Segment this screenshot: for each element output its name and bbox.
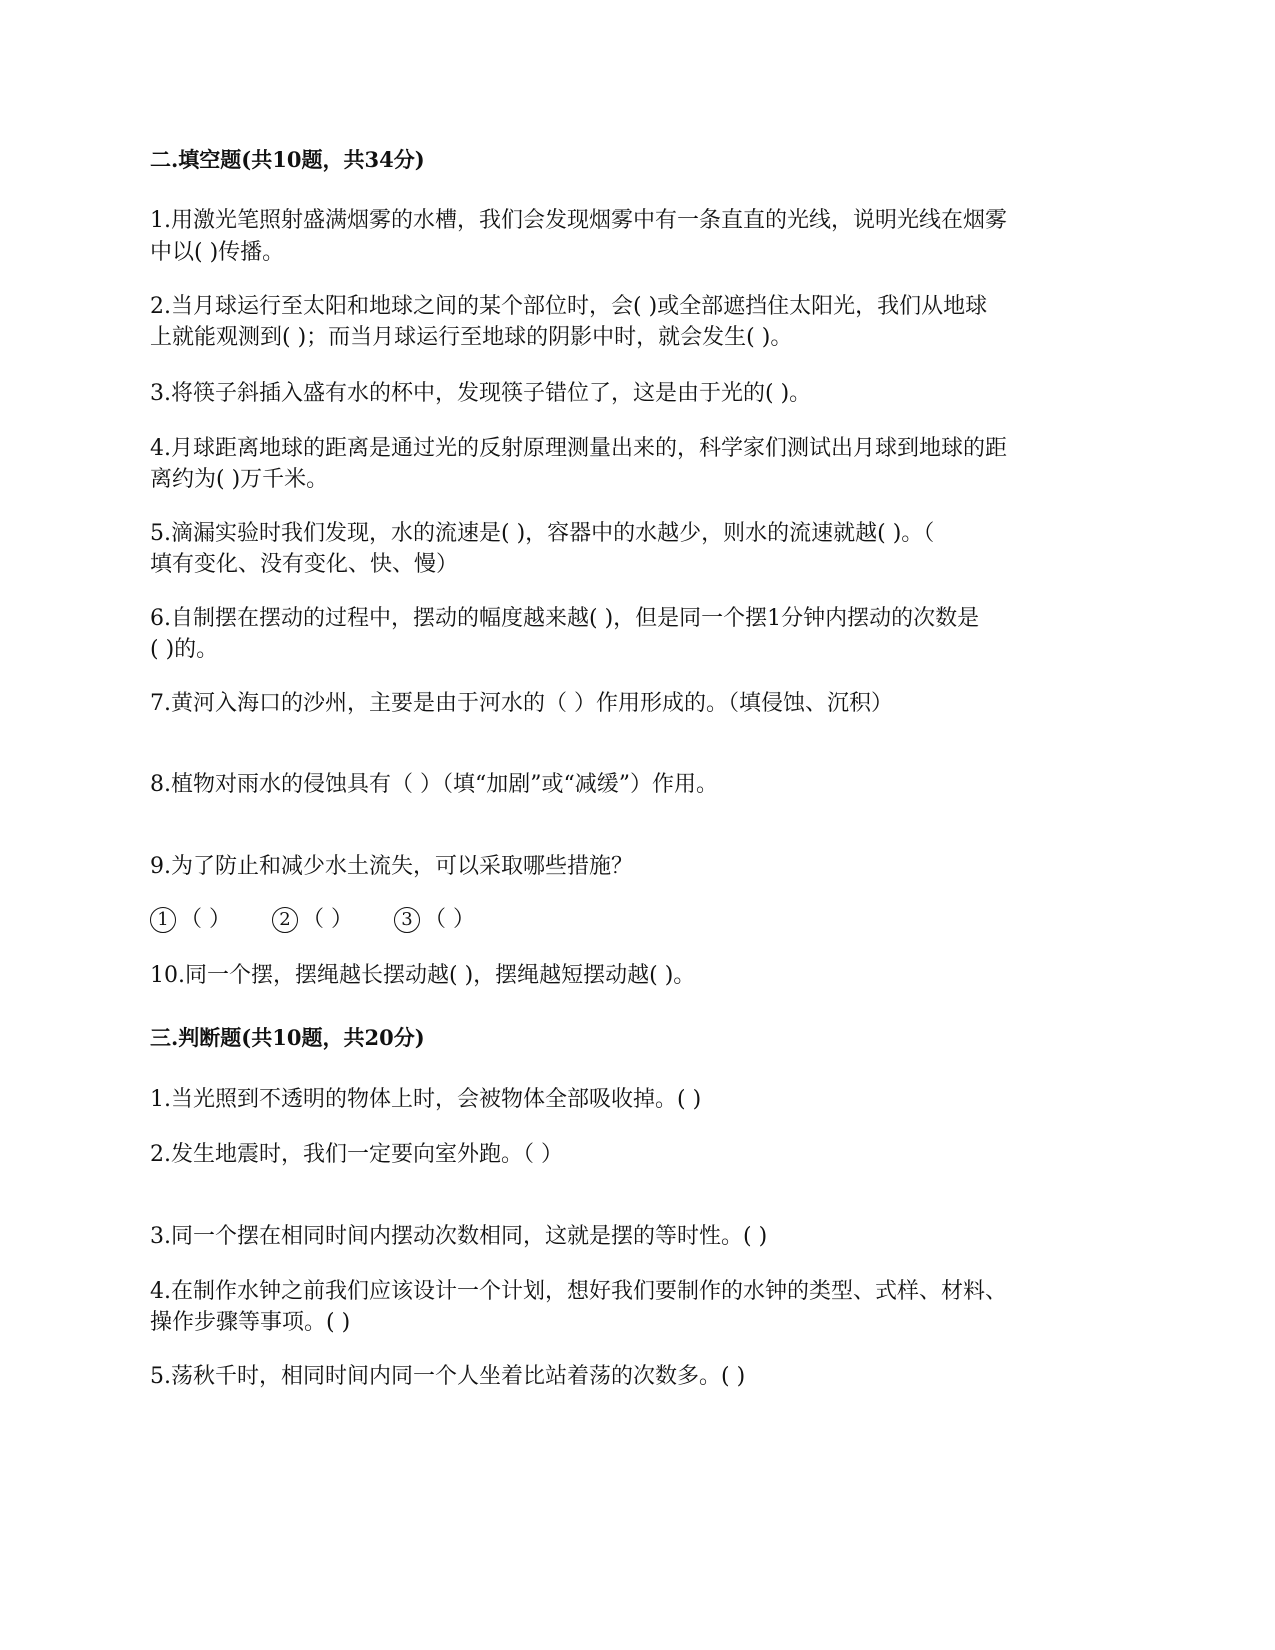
option-2-blank: （ ） <box>302 907 353 932</box>
fill-q8-line1: 8.植物对雨水的侵蚀具有（ ）（填“加剧”或“减缓”）作用。 <box>150 772 718 797</box>
fill-q3-line1: 3.将筷子斜插入盛有水的杯中，发现筷子错位了，这是由于光的( )。 <box>150 381 812 406</box>
fill-q1-line2: 中以( )传播。 <box>150 240 285 265</box>
judge-q2-line1: 2.发生地震时，我们一定要向室外跑。（ ） <box>150 1142 563 1167</box>
judge-q5-line1: 5.荡秋千时，相同时间内同一个人坐着比站着荡的次数多。( ) <box>150 1364 746 1389</box>
circled-number-1: 1 <box>150 907 176 933</box>
fill-q1-line1: 1.用激光笔照射盛满烟雾的水槽，我们会发现烟雾中有一条直直的光线，说明光线在烟雾 <box>150 208 1007 233</box>
fill-q4-line1: 4.月球距离地球的距离是通过光的反射原理测量出来的，科学家们测试出月球到地球的距 <box>150 436 1007 461</box>
fill-q9-option-3 <box>394 903 475 937</box>
judge-q1-line1: 1.当光照到不透明的物体上时，会被物体全部吸收掉。( ) <box>150 1087 702 1112</box>
fill-q9-options <box>150 903 1130 937</box>
fill-q4-line2: 离约为( )万千米。 <box>150 467 329 492</box>
fill-q7-line1: 7.黄河入海口的沙州，主要是由于河水的（ ）作用形成的。（填侵蚀、沉积） <box>150 691 893 716</box>
fill-q6-line1: 6.自制摆在摆动的过程中，摆动的幅度越来越( )，但是同一个摆1分钟内摆动的次数是 <box>150 606 980 631</box>
fill-q9-line1: 9.为了防止和减少水土流失，可以采取哪些措施？ <box>150 854 633 879</box>
section-2-title: 二.填空题(共10题，共34分) <box>150 147 425 172</box>
circled-number-2: 2 <box>272 907 298 933</box>
fill-q2-line2: 上就能观测到( )；而当月球运行至地球的阴影中时，就会发生( )。 <box>150 325 793 350</box>
section-3-title: 三.判断题(共10题，共20分) <box>150 1025 425 1050</box>
fill-q9-option-2 <box>272 903 353 937</box>
fill-q5-line1: 5.滴漏实验时我们发现，水的流速是( )，容器中的水越少，则水的流速就越( )。（ <box>150 521 935 546</box>
option-3-blank: （ ） <box>424 907 475 932</box>
fill-q6-line2: ( )的。 <box>150 637 219 662</box>
option-1-blank: （ ） <box>180 907 231 932</box>
circled-number-3: 3 <box>394 907 420 933</box>
judge-q4-line1: 4.在制作水钟之前我们应该设计一个计划，想好我们要制作的水钟的类型、式样、材料、 <box>150 1279 1007 1304</box>
fill-q2-line1: 2.当月球运行至太阳和地球之间的某个部位时，会( )或全部遮挡住太阳光，我们从地球 <box>150 294 988 319</box>
fill-q10-line1: 10.同一个摆，摆绳越长摆动越( )，摆绳越短摆动越( )。 <box>150 963 696 988</box>
judge-q4-line2: 操作步骤等事项。( ) <box>150 1310 351 1335</box>
fill-q5-line2: 填有变化、没有变化、快、慢） <box>150 552 459 577</box>
judge-q3-line1: 3.同一个摆在相同时间内摆动次数相同，这就是摆的等时性。( ) <box>150 1224 768 1249</box>
fill-q9-option-1 <box>150 903 231 937</box>
